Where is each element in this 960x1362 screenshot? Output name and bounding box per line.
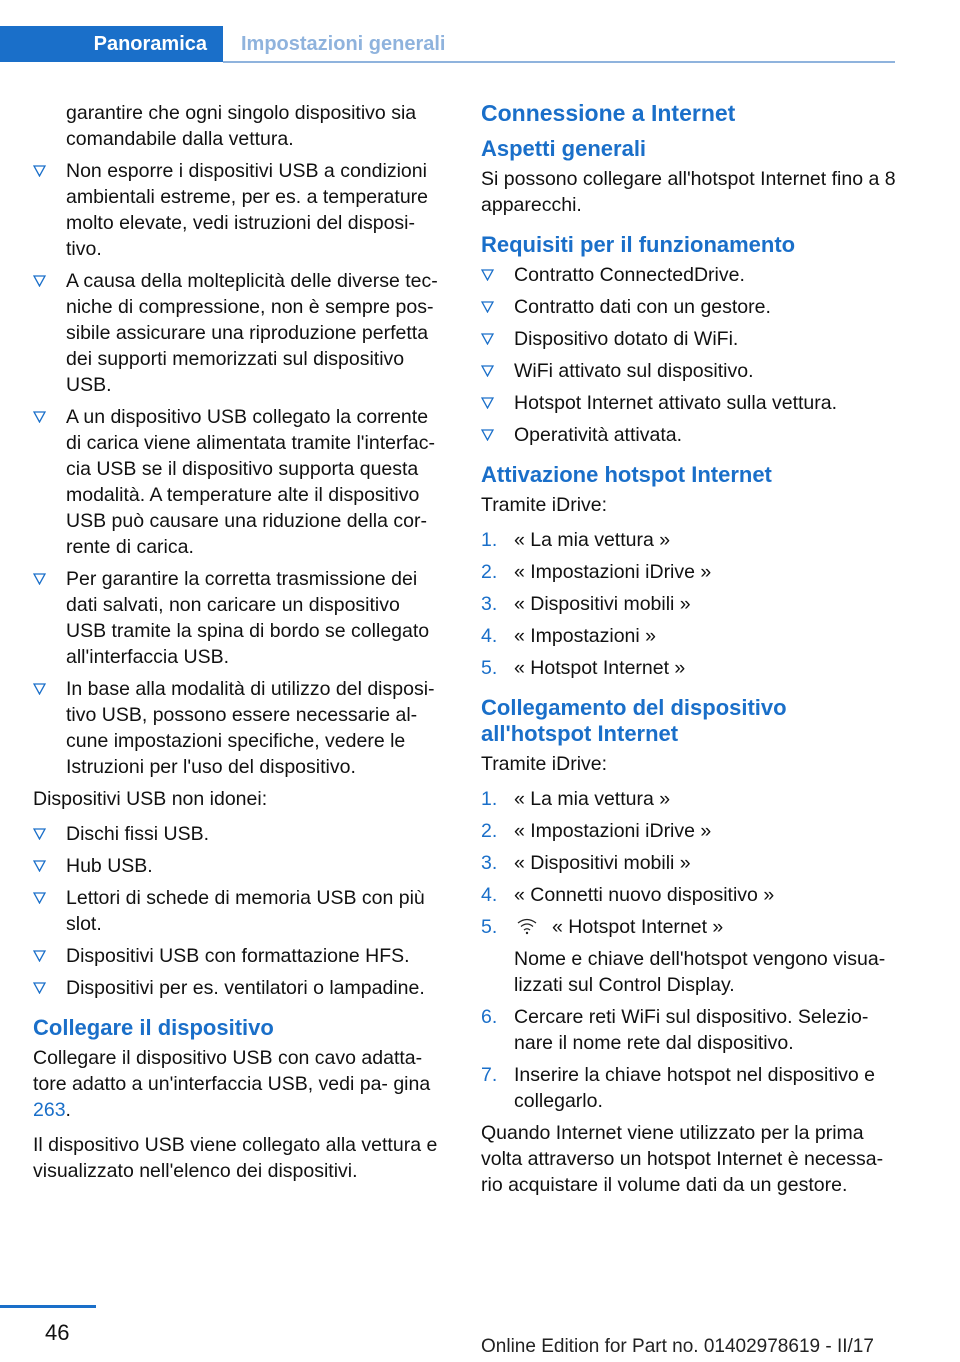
triangle-bullet-icon xyxy=(481,294,495,320)
step-number: 1. xyxy=(481,788,498,810)
step-number: 7. xyxy=(481,1064,498,1086)
step-number: 1. xyxy=(481,529,498,551)
footer-rule xyxy=(0,1305,96,1308)
list-item: Operatività attivata. xyxy=(481,422,899,448)
heading-aspetti-generali: Aspetti generali xyxy=(481,136,647,161)
list-item: Dischi fissi USB. xyxy=(33,821,443,847)
usb-notes-list xyxy=(33,158,443,780)
list-item: Lettori di schede di memoria USB con più slot. xyxy=(33,885,443,937)
list-item: Dispositivi per es. ventilatori o lampadine. xyxy=(33,975,443,1001)
triangle-bullet-icon xyxy=(33,943,47,969)
triangle-bullet-icon xyxy=(481,422,495,448)
list-item: Dispositivo dotato di WiFi. xyxy=(481,326,899,352)
tab-impostazioni-generali[interactable]: Impostazioni generali xyxy=(241,32,446,55)
page-reference-link[interactable]: 263 xyxy=(33,1099,66,1121)
list-item: Hotspot Internet attivato sulla vettura. xyxy=(481,390,899,416)
closing-paragraph: Quando Internet viene utilizzato per la prima volta attraverso un hotspot Internet è necessa‐ rio acquistare il volume dati da un gestore. xyxy=(481,1122,884,1196)
list-item: In base alla modalità di utilizzo del disposi‐ tivo USB, possono essere necessarie al‐ cune impostazioni specifiche, vedere le Istruzioni per l'uso del dispositivo. xyxy=(33,676,443,780)
triangle-bullet-icon xyxy=(33,404,47,430)
triangle-bullet-icon xyxy=(481,390,495,416)
triangle-bullet-icon xyxy=(33,158,47,184)
triangle-bullet-icon xyxy=(481,358,495,384)
step-number: 4. xyxy=(481,625,498,647)
page-number: 46 xyxy=(45,1320,70,1345)
via-idrive-label: Tramite iDrive: xyxy=(481,494,608,516)
list-item: Hub USB. xyxy=(33,853,443,879)
list-item: WiFi attivato sul dispositivo. xyxy=(481,358,899,384)
triangle-bullet-icon xyxy=(33,975,47,1001)
wifi-icon xyxy=(516,916,538,942)
right-column xyxy=(481,100,899,1207)
step-number: 2. xyxy=(481,820,498,842)
list-item: 1. « La mia vettura » xyxy=(481,529,671,551)
triangle-bullet-icon xyxy=(481,326,495,352)
connect-paragraph-2: Il dispositivo USB viene collegato alla vettura e visualizzato nell'elenco dei dispositivi. xyxy=(33,1134,438,1182)
activation-steps-list xyxy=(481,527,899,681)
continued-bullet-text: garantire che ogni singolo dispositivo sia comandabile dalla vettura. xyxy=(66,102,417,150)
heading-attivazione-hotspot: Attivazione hotspot Internet xyxy=(481,462,772,487)
heading-collegare-dispositivo: Collegare il dispositivo xyxy=(33,1015,274,1040)
list-item: Per garantire la corretta trasmissione dei dati salvati, non caricare un dispositivo USB tramite la spina di bordo se collegato all'interfaccia USB. xyxy=(33,566,443,670)
header-tabbar xyxy=(0,0,895,63)
triangle-bullet-icon xyxy=(33,676,47,702)
heading-requisiti: Requisiti per il funzionamento xyxy=(481,232,796,257)
unsuitable-devices-list xyxy=(33,821,443,1001)
list-item: 2. « Impostazioni iDrive » xyxy=(481,561,712,583)
step-5-note: Nome e chiave dell'hotspot vengono visua‐ lizzati sul Control Display. xyxy=(514,948,886,996)
left-column xyxy=(33,100,443,1193)
header-rule xyxy=(223,61,895,63)
list-item: 2. « Impostazioni iDrive » xyxy=(481,820,712,842)
step-number: 6. xyxy=(481,1006,498,1028)
heading-connessione-internet: Connessione a Internet xyxy=(481,100,736,126)
list-item: A un dispositivo USB collegato la corrente di carica viene alimentata tramite l'interfac‐ cia USB se il dispositivo supporta questa modalità. A temperature alte il dispositivo USB può causare una riduzione della cor‐ rente di carica. xyxy=(33,404,443,560)
list-item: 1. « La mia vettura » xyxy=(481,788,671,810)
via-idrive-label-2: Tramite iDrive: xyxy=(481,753,608,775)
requirements-list xyxy=(481,262,899,448)
triangle-bullet-icon xyxy=(33,566,47,592)
step-number: 5. xyxy=(481,657,498,679)
connect-paragraph: Collegare il dispositivo USB con cavo adatta‐ tore adatto a un'interfaccia USB, vedi pa‐ gina 263. xyxy=(33,1047,431,1121)
list-item: 5. « Hotspot Internet » xyxy=(481,657,686,679)
list-item: 3. « Dispositivi mobili » xyxy=(481,593,691,615)
list-item: A causa della molteplicità delle diverse tec‐ niche di compressione, non è sempre pos‐ sibile assicurare una riproduzione perfetta dei supporti memorizzati sul dispositivo USB. xyxy=(33,268,443,398)
triangle-bullet-icon xyxy=(33,885,47,911)
unsuitable-intro: Dispositivi USB non idonei: xyxy=(33,788,268,810)
list-item: Contratto dati con un gestore. xyxy=(481,294,899,320)
heading-collegamento-dispositivo: Collegamento del dispositivo all'hotspot Internet xyxy=(481,695,787,746)
step-number: 5. xyxy=(481,916,498,938)
list-item: Dispositivi USB con formattazione HFS. xyxy=(33,943,443,969)
link-steps-list xyxy=(481,786,899,908)
triangle-bullet-icon xyxy=(33,268,47,294)
list-item: 4. « Impostazioni » xyxy=(481,625,656,647)
list-item: 4. « Connetti nuovo dispositivo » xyxy=(481,884,775,906)
edition-footer: Online Edition for Part no. 01402978619 - II/17 xyxy=(481,1336,874,1357)
triangle-bullet-icon xyxy=(33,853,47,879)
triangle-bullet-icon xyxy=(481,262,495,288)
step-7: 7. Inserire la chiave hotspot nel dispositivo e collegarlo. xyxy=(481,1064,875,1112)
list-item: 3. « Dispositivi mobili » xyxy=(481,852,691,874)
step-number: 3. xyxy=(481,593,498,615)
list-item: Contratto ConnectedDrive. xyxy=(481,262,899,288)
general-paragraph: Si possono collegare all'hotspot Internet fino a 8 apparecchi. xyxy=(481,168,896,216)
tab-panoramica[interactable]: Panoramica xyxy=(0,26,223,62)
step-5: 5. « Hotspot Internet » xyxy=(481,914,899,942)
triangle-bullet-icon xyxy=(33,821,47,847)
step-number: 3. xyxy=(481,852,498,874)
step-number: 4. xyxy=(481,884,498,906)
step-number: 2. xyxy=(481,561,498,583)
step-6: 6. Cercare reti WiFi sul dispositivo. Selezio‐ nare il nome rete dal dispositivo. xyxy=(481,1006,869,1054)
list-item: Non esporre i dispositivi USB a condizioni ambientali estreme, per es. a temperature molto elevate, vedi istruzioni del disposi‐ tivo. xyxy=(33,158,443,262)
